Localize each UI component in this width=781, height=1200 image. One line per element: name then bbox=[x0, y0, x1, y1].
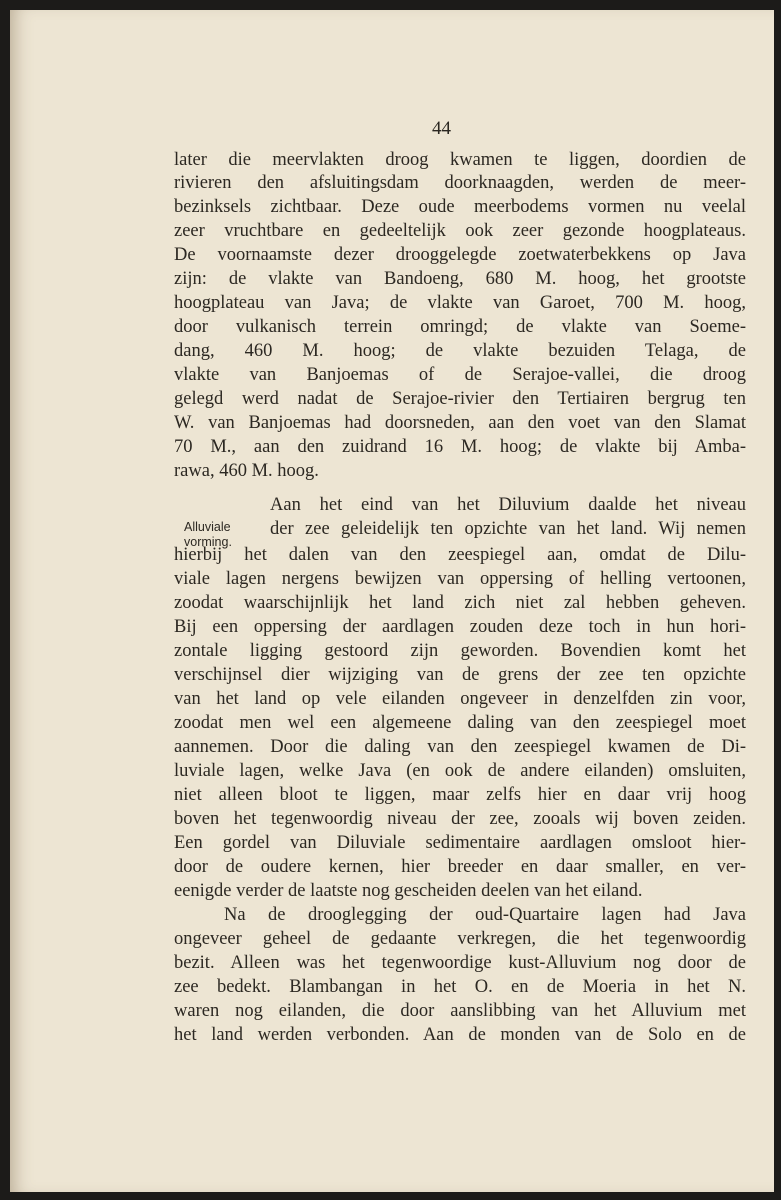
text-line: hierbij het dalen van den zeespiegel aan, omdat de Dilu- bbox=[174, 545, 746, 565]
text-line: W. van Banjoemas had doorsneden, aan den voet van den Slamat bbox=[174, 413, 746, 433]
text-line: boven het tegenwoordig niveau der zee, zooals wij boven zeiden. bbox=[174, 809, 746, 829]
text-line: vlakte van Banjoemas of de Serajoe-vallei, die droog bbox=[174, 365, 746, 385]
side-note-line: Alluviale bbox=[184, 520, 231, 534]
text-line: bezit. Alleen was het tegenwoordige kust-Alluvium nog door de bbox=[174, 953, 746, 973]
text-line: Na de drooglegging der oud-Quartaire lagen had Java bbox=[224, 905, 746, 925]
text-line: aannemen. Door die daling van den zeespiegel kwamen de Di- bbox=[174, 737, 746, 757]
side-note-line: vorming. bbox=[184, 535, 232, 549]
text-line: eenigde verder de laatste nog gescheiden deelen van het eiland. bbox=[174, 881, 643, 901]
text-line: niet alleen bloot te liggen, maar zelfs hier en daar vrij hoog bbox=[174, 785, 746, 805]
text-line: Bij een oppersing der aardlagen zouden deze toch in hun hori- bbox=[174, 617, 746, 637]
text-line: waren nog eilanden, die door aanslibbing van het Alluvium met bbox=[174, 1001, 746, 1021]
text-line: verschijnsel dier wijziging van de grens der zee ten opzichte bbox=[174, 665, 746, 685]
text-line: zoodat men wel een algemeene daling van den zeespiegel moet bbox=[174, 713, 746, 733]
text-line: Aan het eind van het Diluvium daalde het niveau bbox=[270, 495, 746, 515]
text-line: Een gordel van Diluviale sedimentaire aardlagen omsloot hier- bbox=[174, 833, 746, 853]
text-line: zeer vruchtbare en gedeeltelijk ook zeer gezonde hoogplateaus. bbox=[174, 221, 746, 241]
text-line: later die meervlakten droog kwamen te liggen, doordien de bbox=[174, 150, 746, 170]
text-line: zoodat waarschijnlijk het land zich niet zal hebben geheven. bbox=[174, 593, 746, 613]
text-line: De voornaamste dezer drooggelegde zoetwaterbekkens op Java bbox=[174, 245, 746, 265]
text-line: gelegd werd nadat de Serajoe-rivier den Tertiairen bergrug ten bbox=[174, 389, 746, 409]
text-line: het land werden verbonden. Aan de monden van de Solo en de bbox=[174, 1025, 746, 1045]
text-line: hoogplateau van Java; de vlakte van Garoet, 700 M. hoog, bbox=[174, 293, 746, 313]
text-line: zee bedekt. Blambangan in het O. en de Moeria in het N. bbox=[174, 977, 746, 997]
text-line: 70 M., aan den zuidrand 16 M. hoog; de vlakte bij Amba- bbox=[174, 437, 746, 457]
text-line: ongeveer geheel de gedaante verkregen, die het tegenwoordig bbox=[174, 929, 746, 949]
text-line: zijn: de vlakte van Bandoeng, 680 M. hoog, het grootste bbox=[174, 269, 746, 289]
text-line: van het land op vele eilanden ongeveer in denzelfden zin voor, bbox=[174, 689, 746, 709]
text-line: viale lagen nergens bewijzen van oppersing of helling vertoonen, bbox=[174, 569, 746, 589]
text-line: zontale ligging gestoord zijn geworden. Bovendien komt het bbox=[174, 641, 746, 661]
text-line: der zee geleidelijk ten opzichte van het land. Wij nemen bbox=[270, 519, 746, 539]
text-line: rivieren den afsluitingsdam doorknaagden, werden de meer- bbox=[174, 173, 746, 193]
text-line: luviale lagen, welke Java (en ook de andere eilanden) omsluiten, bbox=[174, 761, 746, 781]
text-line: rawa, 460 M. hoog. bbox=[174, 461, 319, 481]
text-line: bezinksels zichtbaar. Deze oude meerbodems vormen nu veelal bbox=[174, 197, 746, 217]
page-number: 44 bbox=[432, 118, 451, 139]
text-line: door de oudere kernen, hier breeder en daar smaller, en ver- bbox=[174, 857, 746, 877]
book-page bbox=[10, 10, 774, 1192]
text-line: door vulkanisch terrein omringd; de vlakte van Soeme- bbox=[174, 317, 746, 337]
text-line: dang, 460 M. hoog; de vlakte bezuiden Telaga, de bbox=[174, 341, 746, 361]
